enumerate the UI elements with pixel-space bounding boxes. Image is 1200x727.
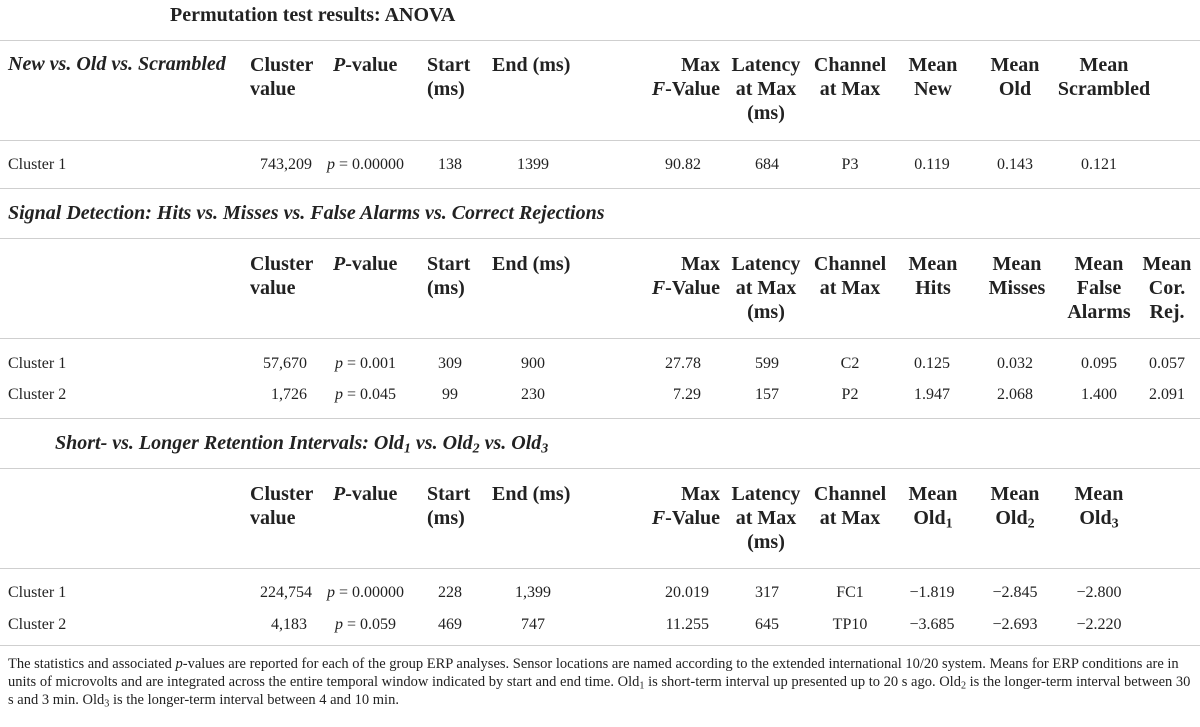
- cell-mean: 2.068: [997, 386, 1033, 403]
- cell-max-f: 27.78: [665, 355, 701, 372]
- cell-max-f: 7.29: [673, 386, 701, 403]
- divider: [0, 568, 1200, 569]
- cell-start: 228: [438, 584, 462, 601]
- header-max-f: Max F-Value: [651, 483, 720, 529]
- divider: [0, 418, 1200, 419]
- cell-mean: −3.685: [909, 616, 955, 633]
- cell-mean: 0.121: [1081, 156, 1117, 173]
- cell-cluster-value: 4,183: [271, 616, 307, 633]
- header-p-value: P-value: [333, 253, 398, 275]
- header-latency: Latency at Max (ms): [731, 483, 801, 553]
- cell-mean: 1.400: [1081, 386, 1117, 403]
- header-max-f: Max F-Value: [651, 54, 720, 100]
- cell-mean: −2.845: [992, 584, 1038, 601]
- row-label: Cluster 1: [8, 355, 67, 372]
- header-end: End (ms): [492, 253, 571, 275]
- cell-cluster-value: 1,726: [271, 386, 307, 403]
- table-footnote: The statistics and associated p-values are reported for each of the group ERP analyses. Sensor locations are named according to the extended international 10/20 system. Means for ERP conditions are in units of microvolts and are integrated across the entire temporal window indicated by start and end time. Old$_1$ is short-term interval up presented up to 20 s ago. Old$_2$ is the longer-term interval between 30 s and 3 min. Old$_3$ is the longer-term interval between 4 and 10 min.: [8, 656, 1191, 710]
- header-cluster-value: Cluster value: [250, 483, 314, 529]
- cell-latency: 645: [755, 616, 779, 633]
- cell-channel: P2: [841, 386, 859, 403]
- cell-latency: 157: [755, 386, 779, 403]
- section-heading: Short- vs. Longer Retention Intervals: Old$_1$ vs. Old$_2$ vs. Old$_3$: [55, 432, 549, 457]
- header-cluster-value: Cluster value: [250, 253, 314, 299]
- cell-max-f: 20.019: [665, 584, 709, 601]
- divider: [0, 140, 1200, 141]
- cell-channel: C2: [840, 355, 860, 372]
- cell-mean: 0.125: [914, 355, 950, 372]
- divider: [0, 238, 1200, 239]
- cell-end: 900: [521, 355, 545, 372]
- header-p-value: P-value: [333, 483, 398, 505]
- header-max-f: Max F-Value: [651, 253, 720, 299]
- header-latency: Latency at Max (ms): [731, 54, 801, 124]
- cell-max-f: 11.255: [665, 616, 709, 633]
- header-cluster-value: Cluster value: [250, 54, 314, 100]
- cell-end: 1399: [517, 156, 549, 173]
- cell-channel: FC1: [836, 584, 864, 601]
- header-start: Start (ms): [427, 54, 471, 100]
- cell-mean: 1.947: [914, 386, 950, 403]
- section-heading: New vs. Old vs. Scrambled: [8, 53, 226, 75]
- divider: [0, 645, 1200, 646]
- row-label: Cluster 2: [8, 616, 67, 633]
- header-end: End (ms): [492, 54, 571, 76]
- header-start: Start (ms): [427, 253, 471, 299]
- header-channel: Channel at Max: [813, 253, 887, 299]
- cell-start: 309: [438, 355, 462, 372]
- header-mean-old: Mean Old: [990, 54, 1040, 100]
- cell-p: p = 0.00000: [327, 156, 405, 173]
- cell-channel: TP10: [832, 616, 868, 633]
- cell-mean: 0.032: [997, 355, 1033, 372]
- cell-start: 469: [438, 616, 462, 633]
- row-label: Cluster 1: [8, 584, 67, 601]
- table-title: Permutation test results: ANOVA: [170, 4, 456, 26]
- cell-cluster-value: 224,754: [260, 584, 312, 601]
- cell-end: 1,399: [515, 584, 551, 601]
- header-mean-old2: Mean Old$_2$: [990, 483, 1040, 532]
- cell-channel: P3: [841, 156, 859, 173]
- header-p-value: P-value: [333, 54, 398, 76]
- cell-mean: −2.800: [1076, 584, 1122, 601]
- cell-mean: −2.220: [1076, 616, 1122, 633]
- cell-latency: 684: [755, 156, 779, 173]
- cell-end: 230: [521, 386, 545, 403]
- divider: [0, 468, 1200, 469]
- cell-mean: 2.091: [1149, 386, 1185, 403]
- section-heading: Signal Detection: Hits vs. Misses vs. False Alarms vs. Correct Rejections: [8, 202, 605, 224]
- cell-latency: 317: [755, 584, 779, 601]
- cell-end: 747: [521, 616, 545, 633]
- header-end: End (ms): [492, 483, 571, 505]
- cell-mean: 0.057: [1149, 355, 1185, 372]
- header-mean-scrambled: Mean Scrambled: [1057, 54, 1151, 100]
- divider: [0, 188, 1200, 189]
- cell-cluster-value: 743,209: [260, 156, 312, 173]
- cell-start: 99: [442, 386, 458, 403]
- header-mean-new: Mean New: [908, 54, 958, 100]
- header-mean-old1: Mean Old$_1$: [908, 483, 958, 532]
- header-start: Start (ms): [427, 483, 471, 529]
- cell-mean: 0.143: [997, 156, 1033, 173]
- header-mean-false-alarms: Mean False Alarms: [1067, 253, 1131, 323]
- header-channel: Channel at Max: [813, 483, 887, 529]
- header-mean-hits: Mean Hits: [908, 253, 958, 299]
- header-channel: Channel at Max: [813, 54, 887, 100]
- cell-p: p = 0.045: [335, 386, 397, 403]
- cell-mean: −2.693: [992, 616, 1038, 633]
- cell-p: p = 0.001: [335, 355, 397, 372]
- cell-start: 138: [438, 156, 462, 173]
- header-mean-misses: Mean Misses: [988, 253, 1046, 299]
- cell-cluster-value: 57,670: [263, 355, 307, 372]
- cell-p: p = 0.00000: [327, 584, 405, 601]
- header-mean-old3: Mean Old$_3$: [1074, 483, 1124, 532]
- cell-mean: 0.095: [1081, 355, 1117, 372]
- cell-mean: −1.819: [909, 584, 955, 601]
- header-latency: Latency at Max (ms): [731, 253, 801, 323]
- cell-mean: 0.119: [914, 156, 950, 173]
- cell-max-f: 90.82: [665, 156, 701, 173]
- cell-p: p = 0.059: [335, 616, 397, 633]
- divider: [0, 338, 1200, 339]
- row-label: Cluster 1: [8, 156, 67, 173]
- header-mean-cor-rej: Mean Cor. Rej.: [1142, 253, 1192, 323]
- row-label: Cluster 2: [8, 386, 67, 403]
- cell-latency: 599: [755, 355, 779, 372]
- divider: [0, 40, 1200, 41]
